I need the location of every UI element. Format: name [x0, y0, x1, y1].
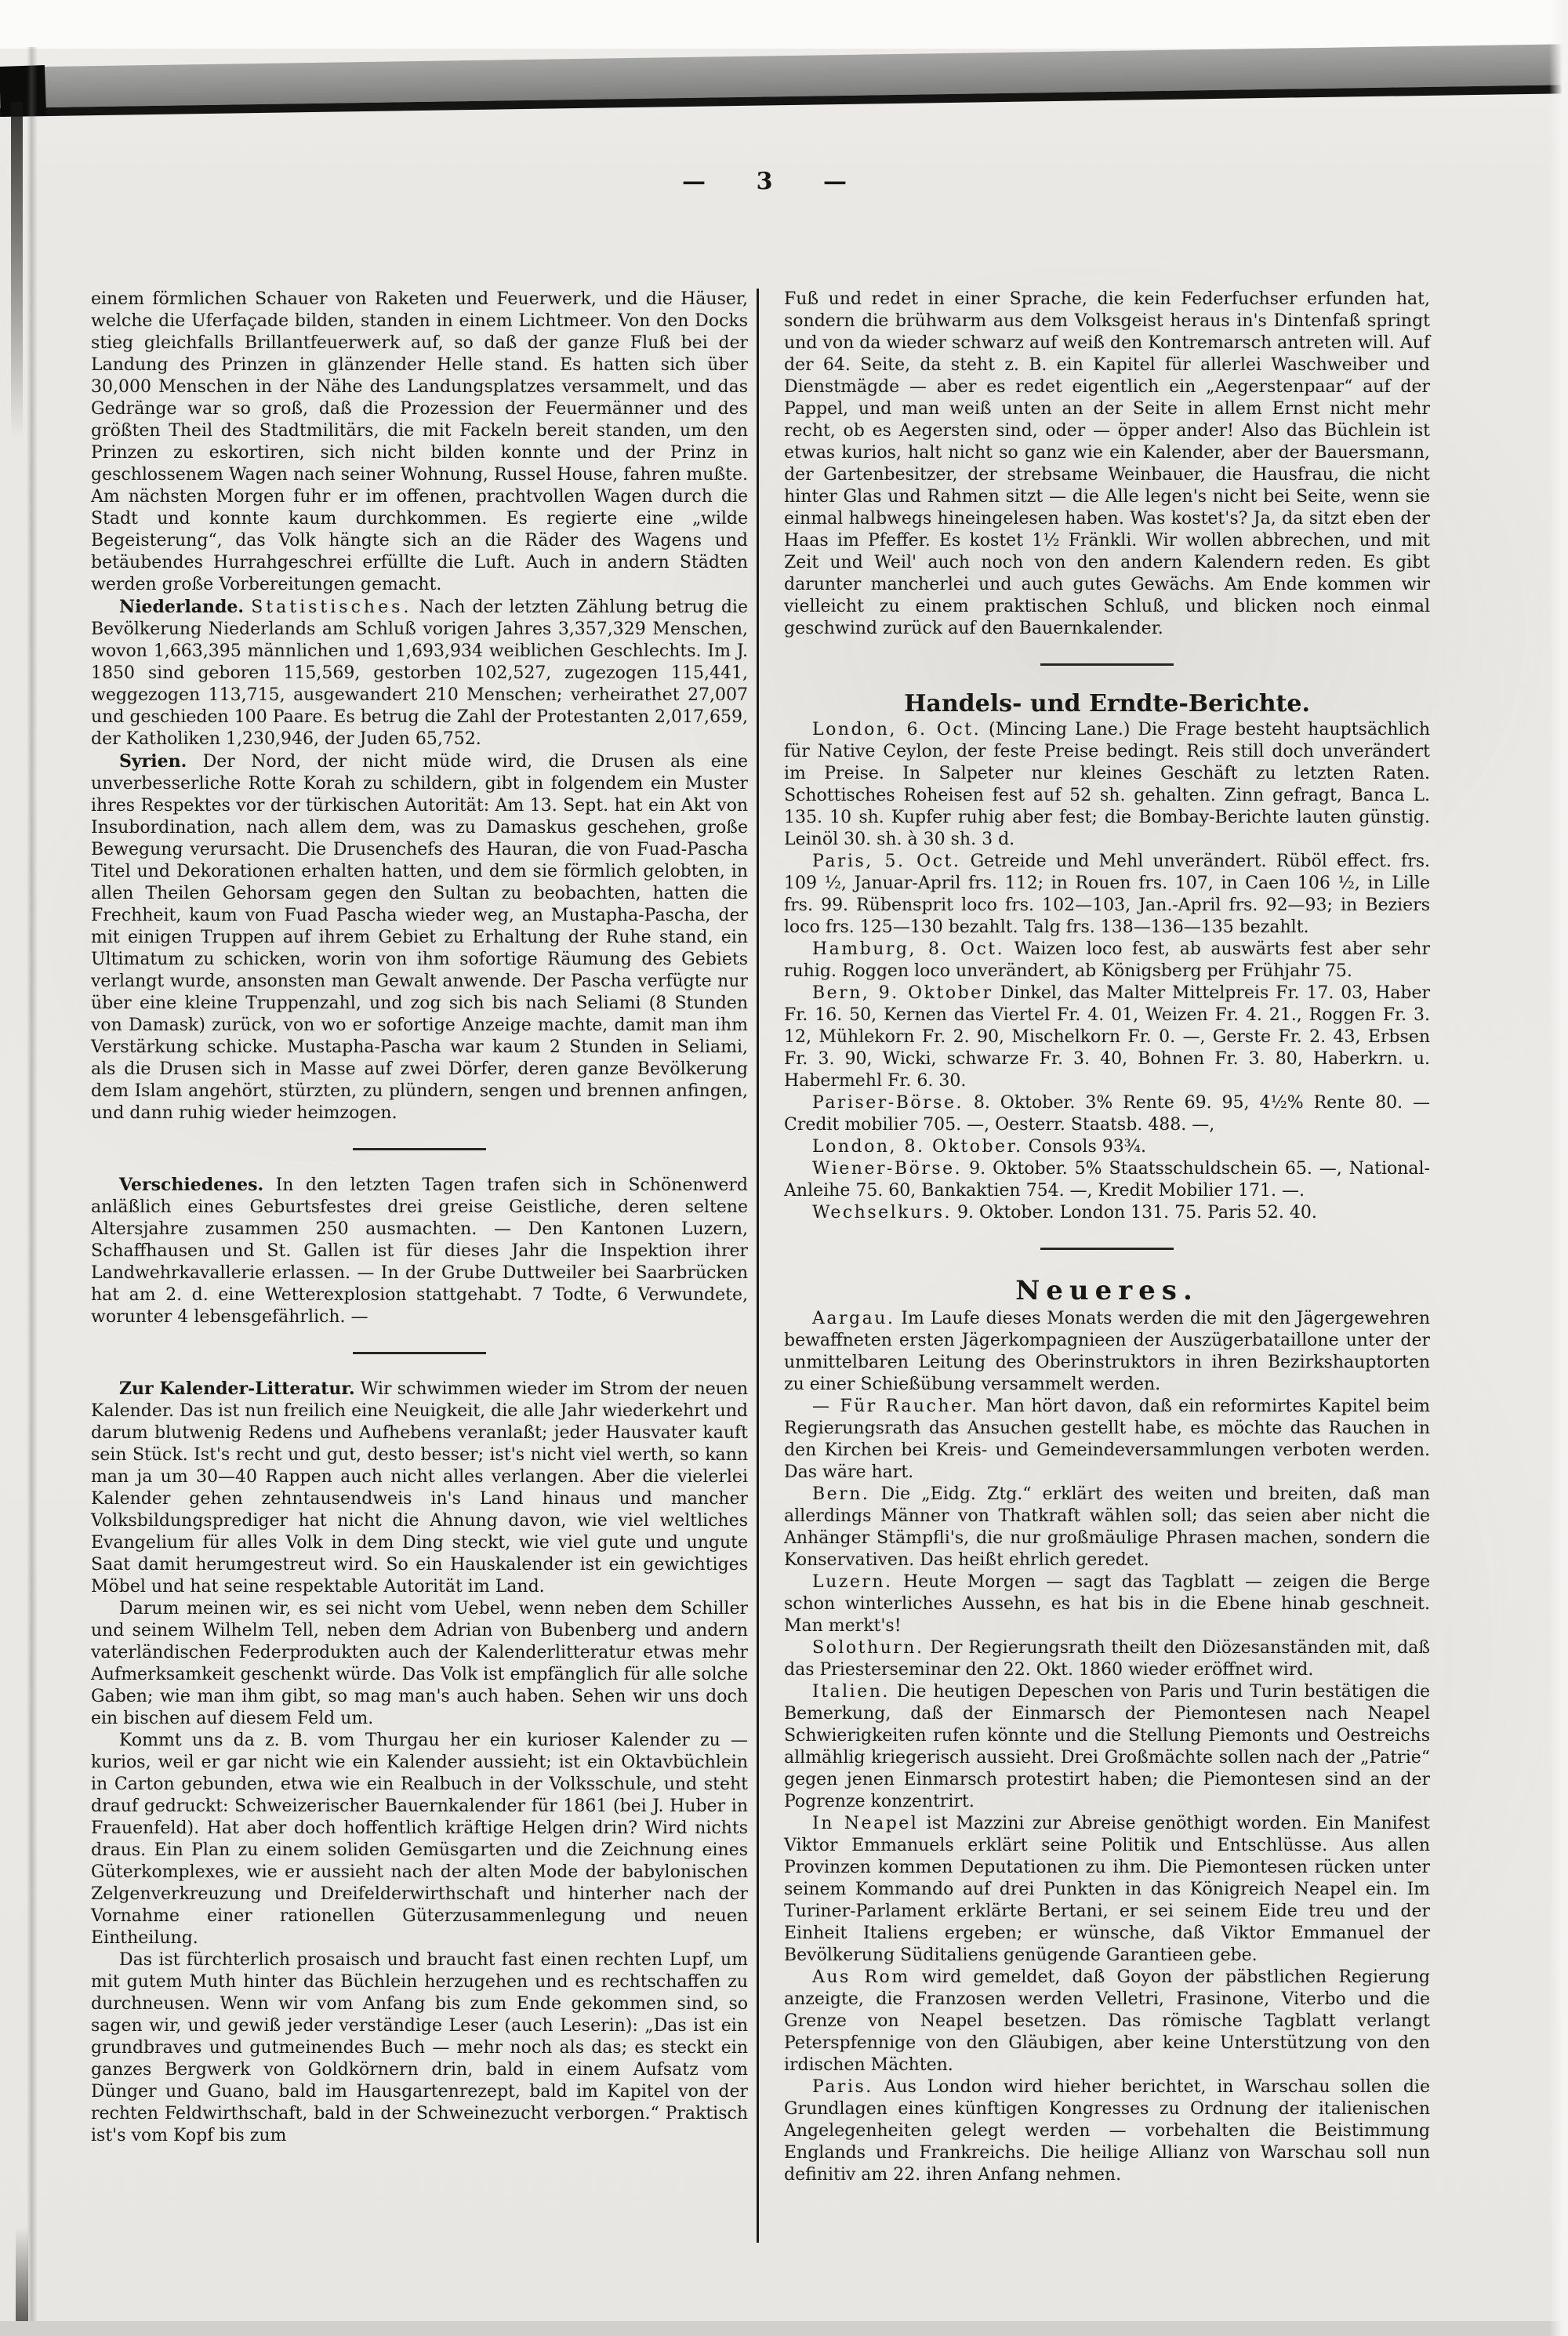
scan-left-streak-bottom	[16, 2227, 28, 2331]
news-place: In Neapel	[812, 1814, 919, 1833]
scan-ink-blob	[0, 65, 46, 117]
news-text: Der Regierungsrath theilt den Diözesanständen mit, daß das Priesterseminar den 22. Okt. 1860 wieder eröffnet wird.	[784, 1638, 1430, 1680]
article-lead-syrien: Syrien.	[119, 751, 187, 772]
news-text: Man hört davon, daß ein reformirtes Kapitel beim Regierungsrath das Ansuchen gestellt habe, es möchte das Rauchen in den Kirchen bei Kreis- und Gemeindeversammlungen verboten werden. Das wäre hart.	[784, 1397, 1431, 1482]
scan-left-streak-top	[11, 102, 23, 439]
article-kalender-para3: Kommt uns da z. B. vom Thurgau her ein kurioser Kalender zu — kurios, weil er gar nicht wie ein Kalender aussieht; ist ein Oktavbüchlein in Carton gebunden, etwa wie ein Realbuch in der Volksschule, und steht drauf gedruckt: Schweizerischer Bauernkalender für 1861 (bei J. Huber in Frauenfeld). Hat aber doch hoffentlich kräftige Helgen drin? Wird nichts draus. Ein Plan zu einem soliden Gemüsgarten und die Zeichnung eines Güterkomplexes, wie er aussieht nach der alten Mode der babylonischen Zelgenverkreuzung und Dreifelderwirthschaft und hinterher nach der Vornahme einer rationellen Güterzusammenlegung und neuen Eintheilung.	[91, 1731, 748, 1948]
right-column	[784, 289, 1430, 2186]
market-report	[784, 1136, 1430, 1158]
news-text: Aus London wird hieher berichtet, in Warschau sollen die Grundlagen eines künftigen Kongresses zu Ordnung der italienischen Angelegenheiten gelegt werden — vorbehalten die Beistimmung Englands und Frankreichs. Die heilige Allianz von Warschau soll nun definitiv am 22. ihren Anfang nehmen.	[784, 2077, 1430, 2185]
report-text: Waizen loco fest, ab auswärts fest aber sehr ruhig. Roggen loco unverändert, ab Königsberg per Frühjahr 75.	[784, 939, 1430, 981]
report-text: 9. Oktober. London 131. 75. Paris 52. 40.	[956, 1203, 1317, 1222]
article-syrien-text: Der Nord, der nicht müde wird, die Drusen als eine unverbesserliche Rotte Korah zu schildern, gibt in folgendem ein Muster ihres Respektes vor der türkischen Autorität: Am 13. Sept. hat ein Akt von Insubordination, nach allem dem, was zu Damaskus geschehen, große Bewegung verursacht. Die Drusenchefs des Hauran, die von Fuad-Pascha Titel und Dekorationen erhalten hatten, und dem sie förmlich gelobten, in allen Theilen Gehorsam gegen den Sultan zu beobachten, hatten die Frechheit, kaum von Fuad Pascha wieder weg, an Mustapha-Pascha, der mit einigen Truppen auf ihrem Gebiet zu Erhaltung der Ruhe stand, ein Ultimatum zu schicken, worin von ihm sofortige Räumung des Gebiets verlangt wurde, ansonsten man Gewalt anwende. Der Pascha verfügte nur über eine kleine Truppenzahl, und zog sich bis nach Seliami (8 Stunden von Damask) zurück, von wo er sofortige Anzeige machte, damit man ihm Verstärkung schicke. Mustapha-Pascha war kaum 2 Stunden in Seliami, als die Drusen sich in Masse auf zwei Dörfer, deren ganze Bevölkerung dem Islam angehört, stürzten, zu plündern, sengen und brennen anfingen, und dann ruhig wieder heimzogen.	[91, 752, 748, 1123]
scan-bottom-edge	[0, 2321, 1568, 2336]
report-place: London, 8. Oktober.	[812, 1137, 1023, 1157]
section-divider-rule	[1040, 663, 1174, 666]
scan-left-fold-shadow	[27, 47, 38, 2325]
report-place: Wechselkurs.	[812, 1203, 952, 1222]
section-divider-rule	[353, 1352, 486, 1354]
report-place: Wiener-Börse.	[812, 1159, 963, 1179]
report-place: Paris, 5. Oct.	[812, 852, 961, 871]
article-lead-niederlande: Niederlande.	[119, 597, 245, 617]
news-place: Bern.	[812, 1484, 870, 1504]
report-text: Consols 93¾.	[1028, 1137, 1147, 1157]
news-item	[784, 1637, 1430, 1681]
section-heading-neueres: Neueres.	[1015, 1275, 1199, 1306]
news-place: Paris.	[812, 2077, 873, 2097]
news-text: Die heutigen Depeschen von Paris und Turin bestätigen die Bemerkung, daß der Einmarsch der Piemontesen nach Neapel Schwierigkeiten rufen könnte und die Stellung Piemonts und Oestreichs allmählig kriegerisch aussieht. Drei Großmächte sollen nach der „Patrie“ gegen jenen Einmarsch protestirt haben; die Piemontesen sind an der Pogrenze konzentrirt.	[784, 1682, 1430, 1811]
article-kalender-para1: Wir schwimmen wieder im Strom der neuen Kalender. Das ist nun freilich eine Neuigkeit, die alle Jahr wiederkehrt und darum blutwenig Redens und Aufhebens veranlaßt; jeder Hausvater kauft sein Stück. Ist's recht und gut, desto besser; ist's nicht viel werth, so kann man ja um 30—40 Rappen auch nicht alles verlangen. Aber die vielerlei Kalender gehen zehntausendweis in's Land hinaus und mancher Volksbildungsprediger hat nicht die Ahnung davon, wie viel weltliches Evangelium für alles Volk in dem Ding steckt, wie viel gute und ungute Saat damit herumgestreut wird. So ein Hauskalender ist ein gewichtiges Möbel und hat seine respektable Autorität im Land.	[91, 1379, 749, 1597]
report-text: Getreide und Mehl unverändert. Rüböl effect. frs. 109 ½, Januar-April frs. 112; in Rouen frs. 107, in Caen 106 ½, in Lille frs. 99. Rübensprit loco frs. 102—103, Jan.-April frs. 92—93; in Beziers loco frs. 125—130 bezahlt. Talg frs. 138—136—135 bezahlt.	[784, 852, 1430, 937]
article-syrien	[91, 750, 748, 1124]
section-heading-handels: Handels- und Erndte-Berichte.	[904, 690, 1310, 718]
report-text: 8. Oktober. 3% Rente 69. 95, 4½% Rente 80. — Credit mobilier 705. —, Oesterr. Staatsb. 488. —,	[784, 1093, 1430, 1135]
news-item	[784, 1813, 1430, 1967]
article-kalender-litteratur	[91, 1378, 748, 1598]
article-niederlande-text: Nach der letzten Zählung betrug die Bevölkerung Niederlands am Schluß vorigen Jahres 3,357,329 Menschen, wovon 1,663,395 männlichen und 1,693,934 weiblichen Geschlechts. Im J. 1850 sind geboren 115,569, gestorben 102,527, zugezogen 115,441, weggezogen 113,715, ausgewandert 210 Menschen; verheirathet 27,007 und geschieden 100 Paare. Es betrug die Zahl der Protestanten 2,017,659, der Katholiken 1,230,946, der Juden 65,752.	[91, 598, 748, 749]
news-place: Solothurn.	[812, 1638, 924, 1658]
news-item	[784, 1396, 1430, 1484]
news-text: wird gemeldet, daß Goyon der päbstlichen Regierung anzeigte, die Franzosen werden Velletri, Frasinone, Viterbo und die Grenze von Neapel besetzen. Das römische Tagblatt verlangt Peterspfennige von den Gläubigen, aber keine Unterstützung von den irdischen Mächten.	[784, 1967, 1430, 2075]
report-place: London, 6. Oct.	[812, 720, 982, 739]
scan-right-edge	[1549, 0, 1568, 2336]
news-place: Luzern.	[812, 1572, 893, 1592]
column-divider-rule	[757, 289, 759, 2243]
article-lead-verschiedenes: Verschiedenes.	[119, 1175, 264, 1195]
report-text: 9. Oktober. 5% Staatsschuldschein 65. —, National-Anleihe 75. 60, Bankaktien 754. —, Kredit Mobilier 171. —.	[784, 1159, 1430, 1201]
news-item	[784, 1571, 1430, 1637]
market-report	[784, 1158, 1430, 1202]
market-report	[784, 851, 1430, 939]
report-place: Pariser-Börse.	[812, 1093, 964, 1113]
article-verschiedenes-text: In den letzten Tagen trafen sich in Schönenwerd anläßlich eines Geburtsfestes drei greise Geistliche, deren seltene Altersjahre zusammen 250 ausmachten. — Den Kantonen Luzern, Schaffhausen und St. Gallen ist für dieses Jahr die Inspektion ihrer Landwehrkavallerie erlassen. — In der Grube Duttweiler bei Saarbrücken hat am 2. d. eine Wetterexplosion stattgehabt. 7 Todte, 6 Verwundete, worunter 4 lebensgefährlich. —	[91, 1175, 748, 1327]
news-item	[784, 1308, 1430, 1396]
page-number: 3	[756, 168, 775, 195]
news-item	[784, 1484, 1430, 1571]
article-niederlande	[91, 596, 748, 750]
article-england-continuation: einem förmlichen Schauer von Raketen und Feuerwerk, und die Häuser, welche die Uferfaçade bilden, standen in einem Lichtmeer. Von den Docks stieg gleichfalls Brillantfeuerwerk auf, so daß der ganze Fluß bei der Landung des Prinzen in glänzender Helle stand. Es hatten sich über 30,000 Menschen in der Nähe des Landungsplatzes versammelt, und das Gedränge war so groß, daß die Prozession der Feuermänner und des größten Theil des Stadtmilitärs, die mit Fackeln bereit standen, um den Prinzen zu eskortiren, sich nicht bilden konnte und der Prinz in geschlossenem Wagen nach seiner Wohnung, Russel House, fahren mußte. Am nächsten Morgen fuhr er im offenen, prachtvollen Wagen durch die Stadt und konnte kaum durchkommen. Es regierte eine „wilde Begeisterung“, das Volk hängte sich an die Räder des Wagens und betäubendes Hurrahgeschrei erfüllte die Luft. Auch in andern Städten werden große Vorbereitungen gemacht.	[91, 289, 748, 594]
page-header-dash-right: —	[823, 168, 848, 195]
page-header-dash-left: —	[682, 168, 707, 195]
market-report	[784, 1092, 1430, 1136]
scan-page-edge-band	[0, 44, 1568, 117]
article-sublead-statistisches: Statistisches.	[251, 598, 412, 617]
scan-top-margin	[0, 0, 1568, 49]
page-header	[682, 168, 848, 195]
news-text: Die „Eidg. Ztg.“ erklärt des weiten und breiten, daß man allerdings Männer von Thatkraft wählen soll; das seien aber nicht die Anhänger Stämpfli's, die nur großmäulige Phrasen machen, sondern die Konservativen. Das heißt ehrlich geredet.	[784, 1484, 1431, 1570]
section-divider-rule	[1040, 1248, 1174, 1250]
news-item	[784, 2076, 1430, 2186]
news-item	[784, 1681, 1430, 1813]
report-text: (Mincing Lane.) Die Frage besteht hauptsächlich für Native Ceylon, der feste Preise bedingt. Reis still doch unverändert im Preise. In Salpeter nur kleines Geschäft zu letzten Raten. Schottisches Roheisen fest auf 52 sh. gehalten. Zinn gefragt, Banca L. 135. 10 sh. Kupfer ruhig aber fest; die Bombay-Berichte lauten günstig. Leinöl 30. sh. à 30 sh. 3 d.	[784, 720, 1430, 849]
news-text: Im Laufe dieses Monats werden die mit den Jägergewehren bewaffneten ersten Jägerkompagnieen der Auszügerbataillone unter der unmittelbaren Leitung des Oberinstruktors in ihren Bezirkshauptorten zu einer Schießübung versammelt werden.	[784, 1309, 1430, 1394]
report-text: Dinkel, das Malter Mittelpreis Fr. 17. 03, Haber Fr. 16. 50, Kernen das Viertel Fr. 4. 01, Weizen Fr. 4. 21., Roggen Fr. 3. 12, Mühlekorn Fr. 2. 90, Mischelkorn Fr. 0. —, Gerste Fr. 2. 43, Erbsen Fr. 3. 90, Wicki, schwarze Fr. 3. 40, Bohnen Fr. 3. 80, Haberkrn. u. Habermehl Fr. 6. 30.	[784, 983, 1430, 1091]
news-place: — Für Raucher.	[812, 1397, 979, 1416]
news-place: Aus Rom	[812, 1967, 910, 1987]
news-text: Heute Morgen — sagt das Tagblatt — zeigen die Berge schon winterliches Aussehn, es hat bis in die Ebene hinab geschneit. Man merkt's!	[784, 1572, 1430, 1636]
market-report	[784, 983, 1430, 1092]
market-report	[784, 1202, 1430, 1224]
news-text: ist Mazzini zur Abreise genöthigt worden. Ein Manifest Viktor Emmanuels erklärt seine Politik und Entschlüsse. Aus allen Provinzen kommen Deputationen zu ihm. Die Piemontesen rücken unter seinem Kommando auf drei Punkten in das Königreich Neapel ein. Im Turiner-Parlament erklärte Bertani, er sei seinem Eide treu und der Einheit Italiens ergeben; er wünsche, daß Viktor Emmanuel der Bevölkerung Süditaliens genügende Garantieen gebe.	[784, 1814, 1430, 1965]
article-verschiedenes	[91, 1174, 748, 1328]
section-divider-rule	[353, 1148, 486, 1150]
article-kalender-para2: Darum meinen wir, es sei nicht vom Uebel, wenn neben dem Schiller und seinem Wilhelm Tell, neben dem Adrian von Bubenberg und andern vaterländischen Federprodukten auch der Kalenderlitteratur etwas mehr Aufmerksamkeit geschenkt würde. Das Volk ist empfänglich für alle solche Gaben; wie man ihm gibt, so mag man's auch haben. Sehen wir uns doch ein bischen auf diesem Feld um.	[91, 1599, 748, 1728]
left-column	[91, 289, 748, 2147]
news-place: Aargau.	[812, 1309, 895, 1328]
report-place: Bern, 9. Oktober	[812, 983, 993, 1003]
article-kalender-continuation: Fuß und redet in einer Sprache, die kein Federfuchser erfunden hat, sondern die brühwarm aus dem Volksgeist heraus in's Dintenfaß springt und von da wieder schwarz auf weiß den Kontremarsch antreten will. Auf der 64. Seite, da steht z. B. ein Kapitel für allerlei Waschweiber und Dienstmägde — aber es redet eigentlich ein „Aegerstenpaar“ auf der Pappel, und man weiß unten an der Seite in allem Ernst nicht mehr recht, ob es Aegersten sind, oder — öpper ander! Also das Büchlein ist etwas kurios, halt nicht so ganz wie ein Kalender, aber der Bauersmann, der Gartenbesitzer, der strebsame Weinbauer, die Hausfrau, die nicht hinter Glas und Rahmen sitzt — die Alle legen's nicht bei Seite, wenn sie einmal halbwegs hineingelesen haben. Was kostet's? Ja, da sitzt eben der Haas im Pfeffer. Es kostet 1½ Fränkli. Wir wollen abbrechen, und mit Zeit und Weil' auch noch von den andern Kalendern reden. Es gibt darunter mancherlei und auch gutes Gewächs. Am Ende kommen wir vielleicht zu einem praktischen Schluß, und blicken noch einmal geschwind zurück auf den Bauernkalender.	[784, 289, 1430, 638]
market-report	[784, 939, 1430, 983]
article-lead-kalender: Zur Kalender-Litteratur.	[119, 1379, 355, 1399]
news-item	[784, 1967, 1430, 2076]
market-report	[784, 719, 1430, 851]
news-place: Italien.	[812, 1682, 890, 1702]
report-place: Hamburg, 8. Oct.	[812, 939, 1005, 959]
article-kalender-para4: Das ist fürchterlich prosaisch und braucht fast einen rechten Lupf, um mit gutem Muth hinter das Büchlein herzugehen und es rechtschaffen zu durchneusen. Wenn wir vom Anfang bis zum Ende gekommen sind, so sagen wir, und gewiß jeder verständige Leser (auch Leserin): „Das ist ein grundbraves und gutmeinendes Buch — mehr noch als das; es steckt ein ganzes Bergwerk von Goldkörnern drin, bald in einem Aufsatz vom Dünger und Guano, bald im Hausgartenrezept, bald im Kapitel von der rechten Feldwirthschaft, bald in der Schweinezucht verborgen.“ Praktisch ist's vom Kopf bis zum	[91, 1950, 748, 2145]
